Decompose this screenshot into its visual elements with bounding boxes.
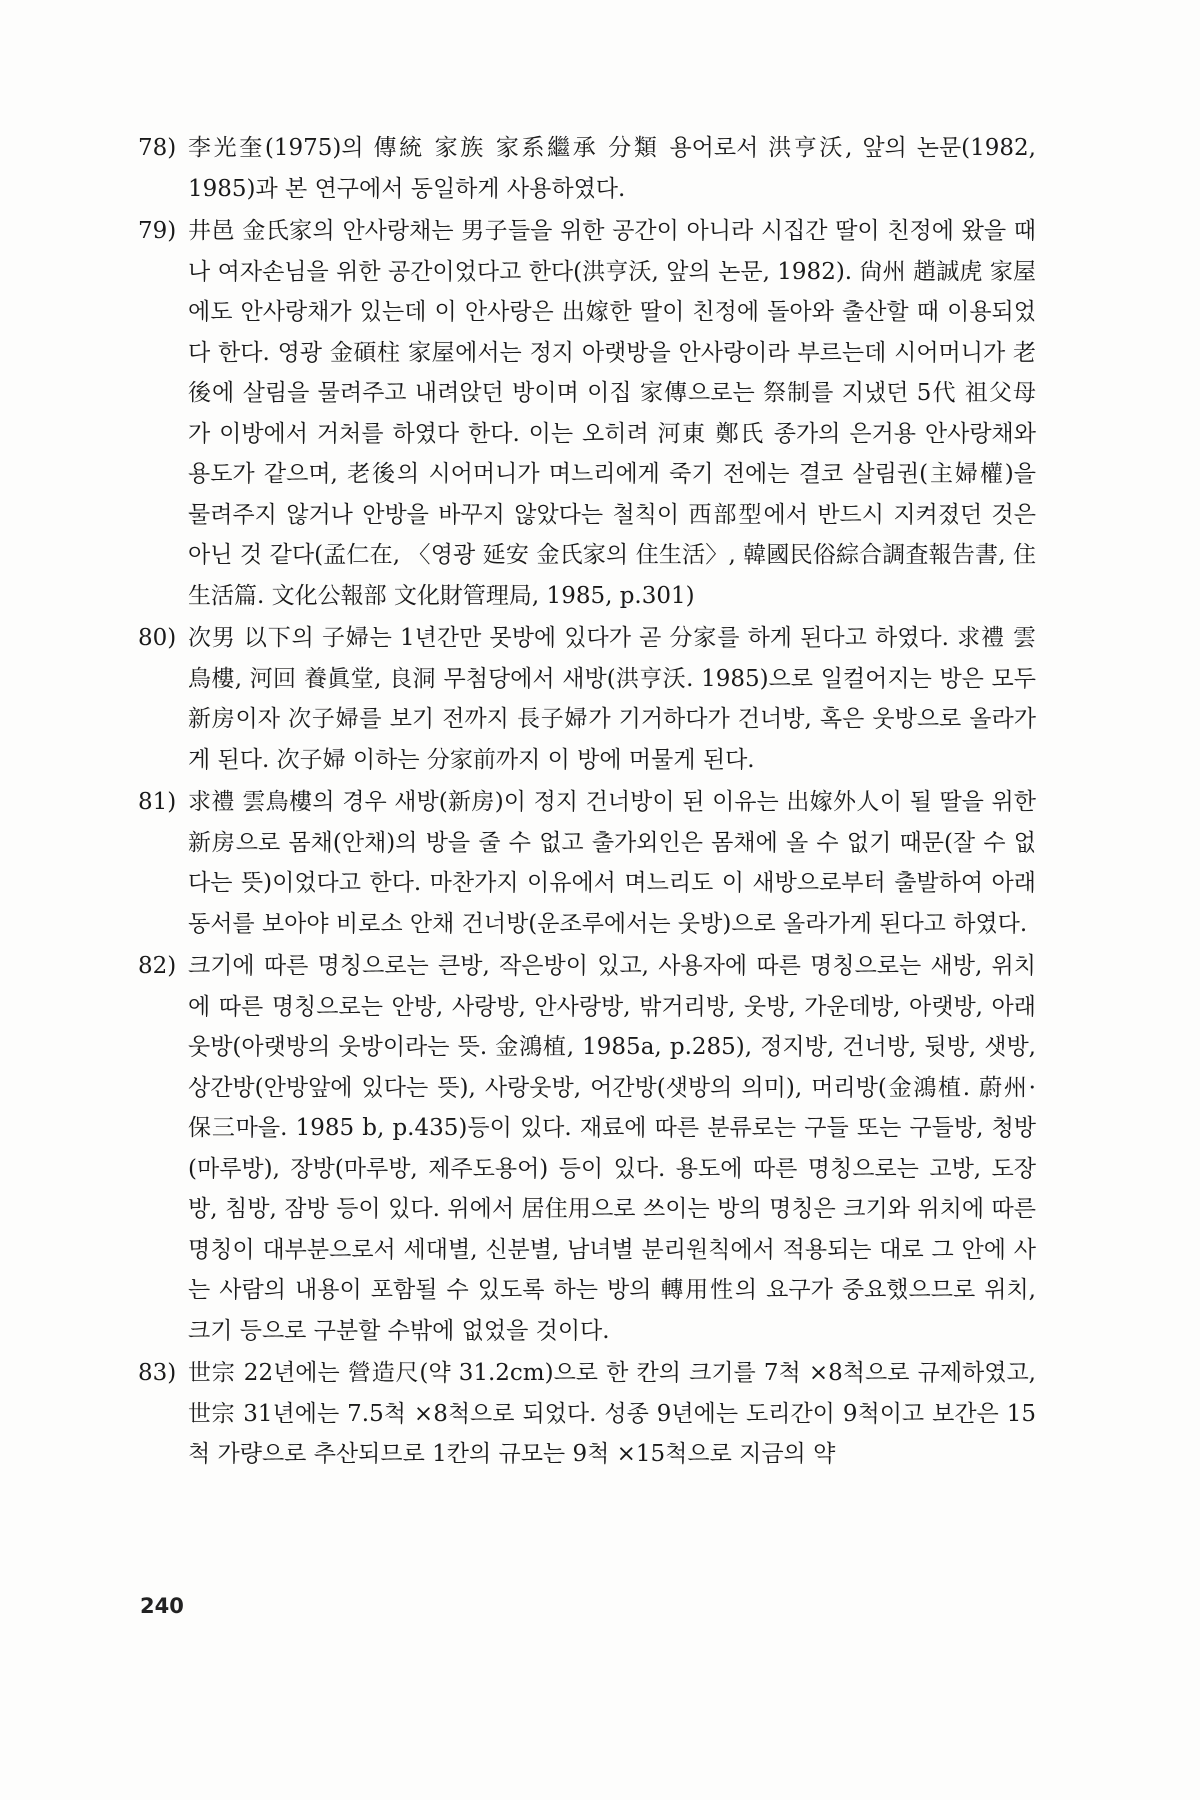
footnote-text: 世宗 22년에는 營造尺(약 31.2cm)으로 한 칸의 크기를 7척 ×8척으로 규제하였고, 世宗 31년에는 7.5척 ×8척으로 되었다. 성종 9년에는 도리간이 9척이고 보간은 15척 가량으로 추산되므로 1칸의 규모는 9척 ×15척으로 지금의 약 — [188, 1360, 1036, 1467]
footnote-79 — [138, 211, 1036, 616]
footnote-text: 次男 以下의 子婦는 1년간만 못방에 있다가 곧 分家를 하게 된다고 하였다. 求禮 雲鳥樓, 河回 養眞堂, 良洞 무첨당에서 새방(洪亨沃. 1985)으로 일컬어지는 방은 모두 新房이자 次子婦를 보기 전까지 長子婦가 기거하다가 건너방, 혹은 웃방으로 올라가게 된다. 次子婦 이하는 分家前까지 이 방에 머물게 된다. — [188, 625, 1036, 773]
footnote-text: 李光奎(1975)의 傳統 家族 家系繼承 分類 용어로서 洪亨沃, 앞의 논문(1982, 1985)과 본 연구에서 동일하게 사용하였다. — [188, 135, 1036, 202]
footnote-82 — [138, 946, 1036, 1351]
footnote-number: 83) — [138, 1360, 177, 1386]
footnote-number: 80) — [138, 625, 177, 651]
footnote-text: 求禮 雲鳥樓의 경우 새방(新房)이 정지 건너방이 된 이유는 出嫁外人이 될 딸을 위한 新房으로 몸채(안채)의 방을 줄 수 없고 출가외인은 몸채에 올 수 없기 때문(잘 수 없다는 뜻)이었다고 한다. 마찬가지 이유에서 며느리도 이 새방으로부터 출발하여 아래동서를 보아야 비로소 안채 건너방(운조루에서는 웃방)으로 올라가게 된다고 하였다. — [188, 789, 1036, 937]
footnote-text: 井邑 金氏家의 안사랑채는 男子들을 위한 공간이 아니라 시집간 딸이 친정에 왔을 때나 여자손님을 위한 공간이었다고 한다(洪亨沃, 앞의 논문, 1982). 尙州 趙誠虎 家屋에도 안사랑채가 있는데 이 안사랑은 出嫁한 딸이 친정에 돌아와 출산할 때 이용되었다 한다. 영광 金碩柱 家屋에서는 정지 아랫방을 안사랑이라 부르는데 시어머니가 老後에 살림을 물려주고 내려앉던 방이며 이집 家傳으로는 祭制를 지냈던 5代 祖父母가 이방에서 거처를 하였다 한다. 이는 오히려 河東 鄭氏 종가의 은거용 안사랑채와 용도가 같으며, 老後의 시어머니가 며느리에게 죽기 전에는 결코 살림권(主婦權)을 물려주지 않거나 안방을 바꾸지 않았다는 철칙이 西部型에서 반드시 지켜졌던 것은 아닌 것 같다(孟仁在, 〈영광 延安 金氏家의 住生活〉, 韓國民俗綜合調査報告書, 住生活篇. 文化公報部 文化財管理局, 1985, p.301) — [188, 218, 1036, 609]
footnote-81 — [138, 782, 1036, 944]
footnote-number: 79) — [138, 218, 177, 244]
footnote-80 — [138, 618, 1036, 780]
footnote-83 — [138, 1353, 1036, 1475]
footnote-text: 크기에 따른 명칭으로는 큰방, 작은방이 있고, 사용자에 따른 명칭으로는 새방, 위치에 따른 명칭으로는 안방, 사랑방, 안사랑방, 밖거리방, 웃방, 가운데방, 아랫방, 아래웃방(아랫방의 웃방이라는 뜻. 金鴻植, 1985a, p.285), 정지방, 건너방, 뒷방, 샛방, 상간방(안방앞에 있다는 뜻), 사랑웃방, 어간방(샛방의 의미), 머리방(金鴻植. 蔚州·保三마을. 1985 b, p.435)등이 있다. 재료에 따른 분류로는 구들 또는 구들방, 청방(마루방), 장방(마루방, 제주도용어) 등이 있다. 용도에 따른 명칭으로는 고방, 도장방, 침방, 잠방 등이 있다. 위에서 居住用으로 쓰이는 방의 명칭은 크기와 위치에 따른 명칭이 대부분으로서 세대별, 신분별, 남녀별 분리원칙에서 적용되는 대로 그 안에 사는 사람의 내용이 포함될 수 있도록 하는 방의 轉用性의 요구가 중요했으므로 위치, 크기 등으로 구분할 수밖에 없었을 것이다. — [188, 953, 1036, 1344]
footnote-78 — [138, 128, 1036, 209]
footnote-number: 78) — [138, 135, 177, 161]
page-number: 240 — [140, 1594, 184, 1618]
footnote-number: 82) — [138, 953, 177, 979]
footnote-number: 81) — [138, 789, 177, 815]
footnotes — [138, 128, 1036, 1477]
